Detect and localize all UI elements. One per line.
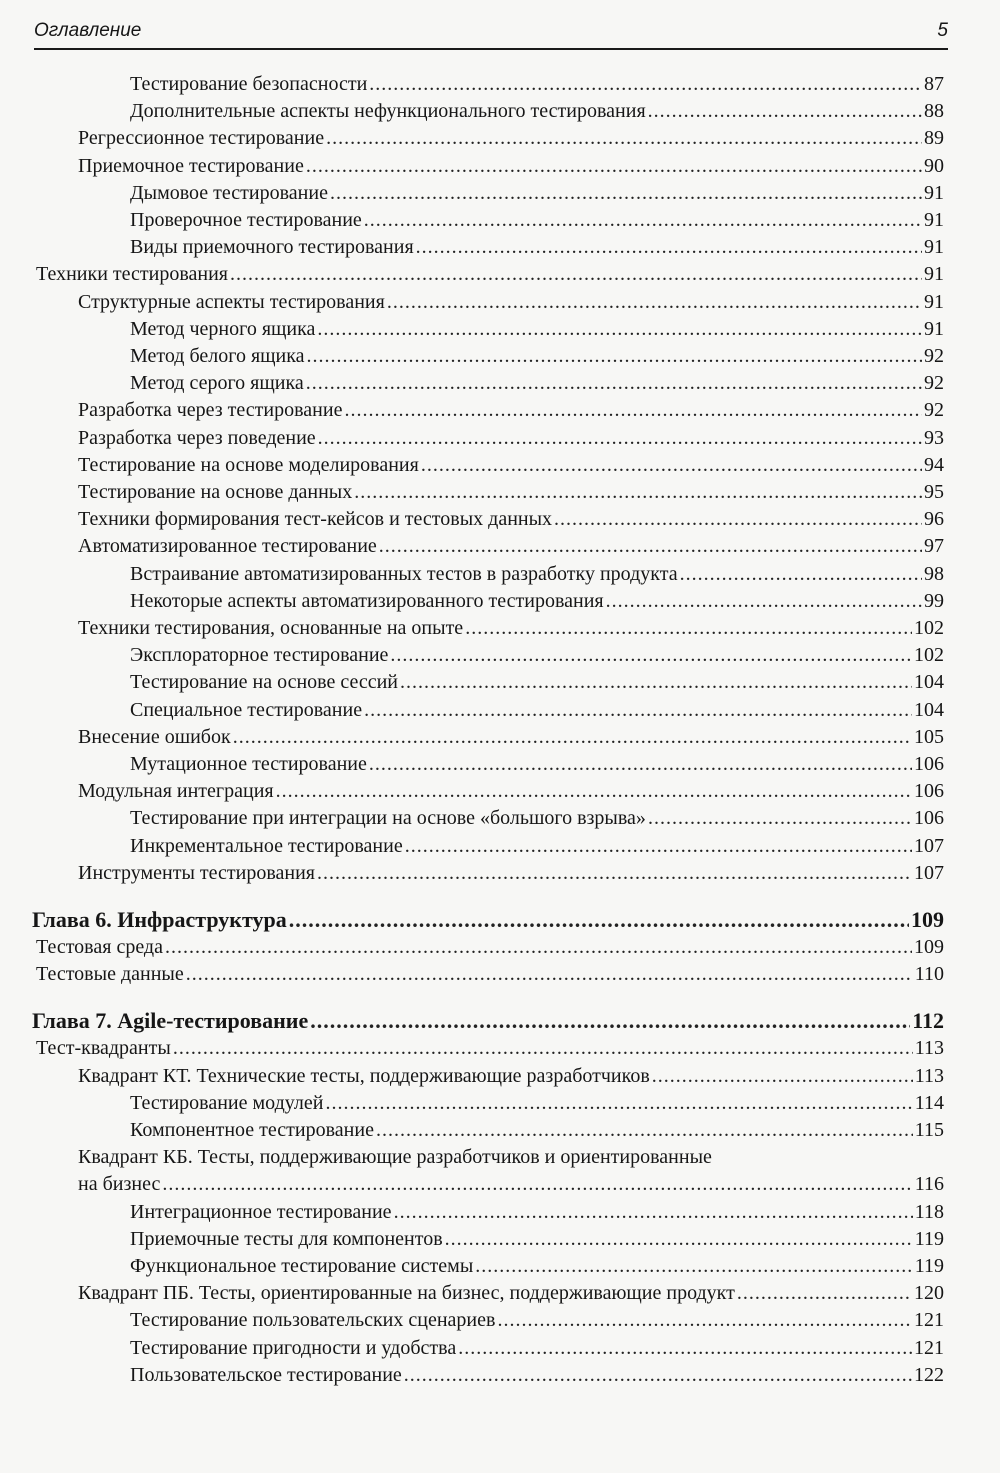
toc-entry[interactable] [78,1063,944,1090]
toc-entry[interactable] [36,934,944,961]
dot-leader [364,697,912,724]
toc-entry-text: Автоматизированное тестирование [78,535,377,558]
toc-entry-text: Техники тестирования, основанные на опыте [78,617,464,639]
dot-leader [405,833,912,860]
dot-leader [648,98,922,125]
toc-entry-text: Разработка через поведение [78,426,316,449]
toc-page-number: 121 [914,1336,944,1359]
toc-page-number: 95 [924,481,944,503]
toc-entry-text: Эксплораторное тестирование [130,644,389,667]
toc-entry-text: Тест-квадранты [36,1037,171,1060]
toc-entry-text: Структурные аспекты тестирования [78,290,385,313]
toc-entry[interactable] [130,1226,944,1253]
toc-entry[interactable] [130,1253,944,1280]
toc-entry-text: Разработка через тестирование [78,399,343,422]
toc-entry-text: Приемочное тестирование [78,154,304,177]
toc-entry-text: Тестирование при интеграции на основе «большого взрыва» [130,807,646,830]
dot-leader [554,506,922,533]
toc-page-number: 91 [924,181,944,204]
toc-entry[interactable] [130,316,944,343]
dot-leader [364,207,922,234]
dot-leader [404,1362,912,1389]
page-number: 5 [937,20,948,41]
toc-page-number: 89 [924,127,944,150]
toc-entry[interactable] [130,98,944,125]
toc-entry[interactable] [130,1090,944,1117]
toc-entry-text: Виды приемочного тестирования [130,236,414,259]
toc-page-number: 120 [914,1282,944,1305]
toc-page-number: 91 [924,236,944,259]
toc-entry[interactable] [78,860,944,887]
toc-entry[interactable] [78,724,944,751]
toc-entry-text: Тестирование на основе сессий [130,671,399,694]
dot-leader [306,370,922,397]
dot-leader [376,1117,913,1144]
toc-page-number: 114 [914,1091,944,1114]
toc-entry[interactable] [78,1280,944,1307]
toc-page-number: 99 [924,589,944,612]
toc-page-number: 107 [914,834,944,857]
toc-entry[interactable] [130,207,944,234]
toc-entry-text: Приемочные тесты для компонентов [130,1227,443,1250]
toc-entry-text: на бизнес [78,1173,161,1196]
toc-page-number: 106 [914,807,944,830]
toc-entry-text: Интеграционное тестирование [130,1200,392,1223]
dot-leader [162,1171,912,1198]
toc-entry-text: Инкрементальное тестирование [130,834,403,857]
toc-page-number: 109 [911,907,944,932]
toc-entry[interactable] [78,506,944,533]
toc-page-number: 106 [914,780,944,803]
toc-page-number: 107 [914,861,944,884]
dot-leader [475,1253,912,1280]
dot-leader [458,1335,912,1362]
toc-entry[interactable] [78,1171,944,1198]
toc-page-number: 109 [914,936,944,958]
toc-page-number: 93 [924,426,944,449]
toc-page-number: 98 [924,562,944,585]
toc-page-number: 87 [924,73,944,95]
toc-entry-text: Некоторые аспекты автоматизированного тестирования [130,589,604,612]
toc-entry[interactable] [78,125,944,152]
toc-page-number: 105 [914,725,944,748]
toc-entry-text: Тестирование пригодности и удобства [130,1336,457,1359]
toc-page-number: 113 [914,1064,944,1087]
dot-leader [233,724,912,751]
toc-page-number: 90 [924,154,944,177]
dot-leader [307,343,922,370]
toc-entry[interactable] [130,1335,944,1362]
toc-page-number: 94 [924,453,944,476]
toc-page-number: 91 [924,263,944,286]
toc-page-number: 91 [924,317,944,340]
toc-entry-text: Метод белого ящика [130,345,305,367]
dot-leader [306,153,922,180]
toc-entry-text: Специальное тестирование [130,698,363,721]
dot-leader [326,125,922,152]
toc-entry-text: Глава 6. Инфраструктура [32,907,287,932]
toc-entry[interactable] [130,370,944,397]
toc-entry-text: Тестирование безопасности [130,73,368,95]
running-header [34,18,948,50]
toc-entry-text: Мутационное тестирование [130,753,367,775]
toc-entry[interactable] [130,805,944,832]
toc-entry-text: Пользовательское тестирование [130,1363,402,1386]
dot-leader [648,805,912,832]
toc-entry[interactable] [130,71,944,98]
dot-leader [394,1199,913,1226]
dot-leader [317,860,912,887]
dot-leader [186,961,913,988]
dot-leader [680,561,922,588]
toc-page-number: 92 [924,372,944,395]
toc-entry-text: Тестирование модулей [130,1091,324,1114]
dot-leader [416,234,922,261]
toc-entry[interactable] [78,452,944,479]
toc-page-number: 110 [914,963,944,986]
toc-page-number: 102 [914,644,944,667]
toc-page-number: 102 [914,617,944,639]
dot-leader [369,751,912,778]
toc-entry[interactable] [78,425,944,452]
dot-leader [344,397,922,424]
dot-leader [354,479,922,506]
toc-entry[interactable] [36,961,944,988]
dot-leader [310,1006,910,1036]
toc-entry-text: Инструменты тестирования [78,861,315,884]
toc-entry-text: Встраивание автоматизированных тестов в разработку продукта [130,562,678,585]
toc-entry[interactable] [78,479,944,506]
toc-page-number: 113 [914,1037,944,1060]
toc-page-number: 97 [924,535,944,558]
dot-leader [165,934,912,961]
dot-leader [173,1035,913,1062]
toc-chapter[interactable] [32,1006,944,1036]
toc-page-number: 104 [914,698,944,721]
toc-entry[interactable] [78,289,944,316]
toc-entry-text: Тестовая среда [36,936,163,958]
toc-entry[interactable] [36,261,944,288]
toc-entry[interactable] [78,615,944,642]
toc-page-number: 92 [924,399,944,422]
toc-page-number: 91 [924,209,944,231]
toc-entry[interactable] [78,397,944,424]
dot-leader [318,425,922,452]
toc-entry[interactable] [36,1035,944,1062]
dot-leader [387,289,922,316]
toc-page-number: 119 [914,1227,944,1250]
toc-entry-text: Внесение ошибок [78,725,231,748]
toc-entry-text: Дымовое тестирование [130,181,328,204]
toc-entry[interactable] [78,778,944,805]
toc-entry[interactable] [130,642,944,669]
toc-page-number: 104 [914,671,944,694]
dot-leader [652,1063,913,1090]
toc-entry-text: Метод серого ящика [130,372,304,395]
toc-entry-text: Глава 7. Agile-тестирование [32,1008,309,1034]
toc-entry[interactable] [130,588,944,615]
toc-entry-text: Квадрант КБ. Тесты, поддерживающие разработчиков и ориентированные [78,1146,712,1169]
toc-entry[interactable] [130,234,944,261]
dot-leader [289,905,909,935]
toc-entry-text: Квадрант ПБ. Тесты, ориентированные на бизнес, поддерживающие продукт [78,1282,735,1305]
toc-entry[interactable] [130,697,944,724]
toc-page-number: 106 [914,753,944,775]
toc-page-number: 96 [924,508,944,531]
toc-entry-text: Тестирование пользовательских сценариев [130,1309,496,1332]
toc-page-number: 92 [924,345,944,367]
toc-entry-text: Тестирование на основе моделирования [78,453,419,476]
dot-leader [497,1307,912,1334]
dot-leader [465,615,912,642]
toc-entry-text: Тестирование на основе данных [78,481,353,503]
toc-entry[interactable] [78,153,944,180]
toc-page-number: 88 [924,100,944,123]
dot-leader [330,180,922,207]
dot-leader [317,316,922,343]
toc-entry-text: Проверочное тестирование [130,209,362,231]
dot-leader [369,71,922,98]
toc-entry-text: Компонентное тестирование [130,1119,374,1141]
toc-entry-text: Метод черного ящика [130,317,316,340]
toc-entry-text: Модульная интеграция [78,780,274,803]
dot-leader [606,588,922,615]
toc-entry-text: Квадрант КТ. Технические тесты, поддерживающие разработчиков [78,1064,650,1087]
toc-entry[interactable] [130,1117,944,1144]
toc-page-number: 122 [914,1363,944,1386]
dot-leader [445,1226,913,1253]
toc-entry-text: Регрессионное тестирование [78,127,325,150]
toc-page-number: 115 [914,1119,944,1141]
toc-page-number: 116 [914,1173,944,1196]
toc-entry[interactable] [130,669,944,696]
dot-leader [325,1090,912,1117]
toc-entry[interactable] [130,343,944,370]
toc-entry-text: Техники тестирования [36,263,228,286]
toc-entry[interactable] [130,1307,944,1334]
toc-entry[interactable] [130,1362,944,1389]
dot-leader [379,533,922,560]
toc-page-number: 119 [914,1255,944,1277]
toc-entry-text: Функциональное тестирование системы [130,1255,474,1277]
toc-page-number: 118 [914,1200,944,1223]
toc-entry-text: Техники формирования тест-кейсов и тестовых данных [78,508,553,531]
dot-leader [737,1280,912,1307]
toc-page-number: 112 [912,1008,944,1034]
dot-leader [400,669,912,696]
dot-leader [230,261,922,288]
dot-leader [276,778,912,805]
dot-leader [421,452,922,479]
toc-entry[interactable] [130,1199,944,1226]
toc-entry[interactable] [130,751,944,778]
toc-entry[interactable] [130,833,944,860]
toc-entry-text: Дополнительные аспекты нефункционального тестирования [130,100,646,123]
toc-chapter[interactable] [32,905,944,935]
toc-page-number: 91 [924,290,944,313]
toc-entry[interactable] [78,533,944,560]
running-header-title: Оглавление [34,20,142,41]
toc-entry[interactable] [130,561,944,588]
dot-leader [390,642,912,669]
toc-entry[interactable] [130,180,944,207]
toc-entry-text: Тестовые данные [36,963,184,986]
toc-page-number: 121 [914,1309,944,1332]
